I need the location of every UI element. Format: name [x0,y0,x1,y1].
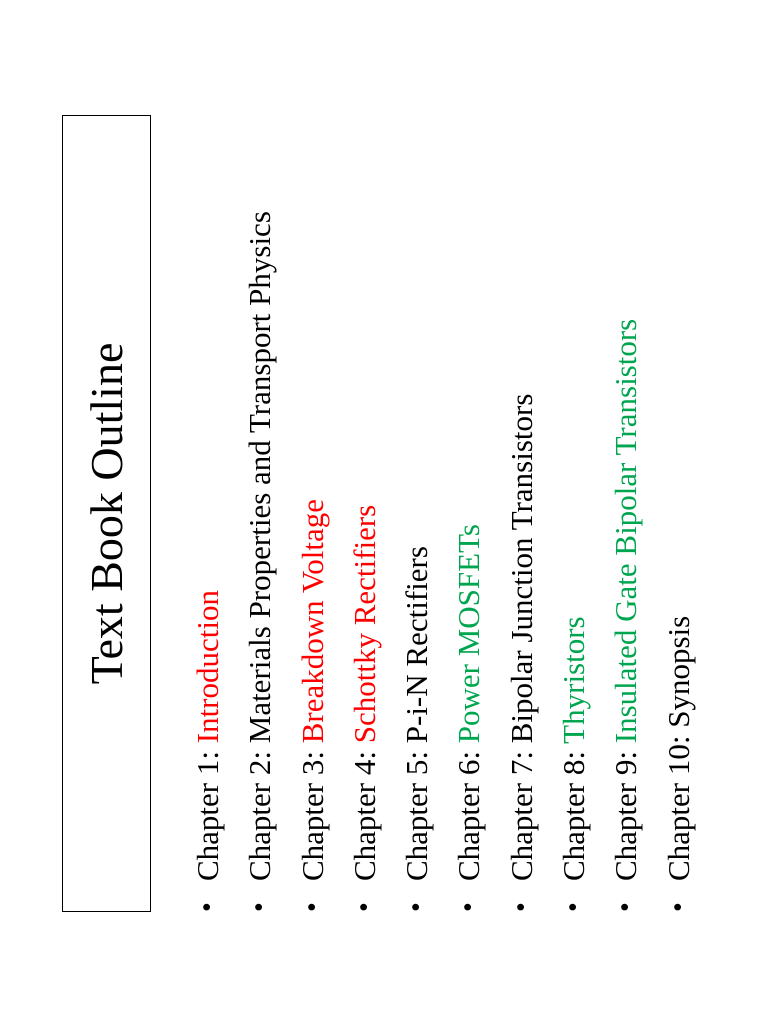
bullet-icon: • [610,902,642,912]
slide-title: Text Book Outline [80,342,132,685]
chapter-topic: Materials Properties and Transport Physics [242,211,278,744]
chapter-label: Chapter 2: [242,743,278,881]
bullet-icon: • [453,902,485,912]
chapter-item [548,211,600,912]
chapter-item [391,211,443,912]
chapter-label: Chapter 7: [503,743,539,881]
chapter-label: Chapter 4: [346,743,382,881]
chapter-item [600,211,652,912]
chapter-topic: Thyristors [556,616,592,744]
bullet-icon: • [505,902,537,912]
chapter-item [234,211,286,912]
chapter-label: Chapter 1: [190,743,225,881]
bullet-icon: • [296,902,328,912]
chapter-label: Chapter 5: [399,743,435,881]
bullet-icon: • [192,902,223,912]
chapter-topic: Schottky Rectifiers [346,504,382,744]
title-box [62,115,151,912]
bullet-icon: • [662,902,694,912]
chapter-label: Chapter 10 [660,744,696,881]
bullet-icon: • [348,902,380,912]
chapter-item [443,211,495,912]
bullet-icon: • [244,902,276,912]
chapter-item [287,211,339,912]
chapter-label: Chapter 3: [294,743,330,881]
chapter-topic: Power MOSFETs [451,524,487,744]
bullet-icon: • [558,902,590,912]
chapter-topic: Insulated Gate Bipolar Transistors [608,318,644,744]
chapter-topic: Breakdown Voltage [294,499,330,744]
chapter-list [182,211,705,912]
chapter-topic: Bipolar Junction Transistors [503,393,539,744]
chapter-item [339,211,391,912]
chapter-topic: P-i-N Rectifiers [399,546,435,744]
chapter-item [182,211,234,912]
chapter-topic: : Synopsis [660,615,696,745]
chapter-item [496,211,548,912]
chapter-label: Chapter 8: [556,743,592,881]
chapter-label: Chapter 9: [608,743,644,881]
chapter-label: Chapter 6: [451,743,487,881]
chapter-item [653,211,705,912]
bullet-icon: • [401,902,433,912]
chapter-topic: Introduction [190,590,225,744]
